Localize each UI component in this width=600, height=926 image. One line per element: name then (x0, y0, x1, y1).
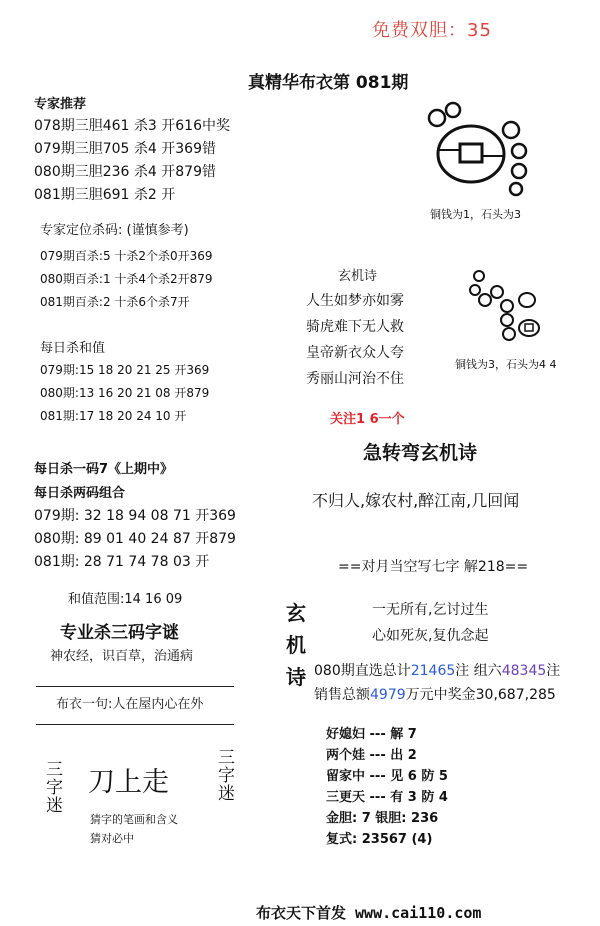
list-item: 079期三胆705 杀4 开369错 (34, 141, 216, 157)
position-kill-title: 专家定位杀码: (谨慎参考) (40, 223, 189, 238)
sales-label: 注 (546, 663, 561, 679)
list-item: 金胆: 7 银胆: 236 (326, 811, 439, 826)
decode-list (326, 726, 448, 852)
sales-label: 万元中奖金30,687,285 (405, 687, 556, 703)
list-item: 081期三胆691 杀2 开 (34, 187, 176, 203)
sales-direct-count: 21465 (410, 663, 456, 679)
issue-title: 真精华布衣第 081期 (248, 73, 409, 93)
list-item: 080期: 89 01 40 24 87 开879 (34, 531, 236, 547)
coin-caption-1: 铜钱为1，石头为3 (430, 208, 521, 221)
daily-kill-one: 每日杀一码7《上期中》 (34, 462, 174, 477)
daily-sum-title: 每日杀和值 (40, 341, 106, 356)
list-item: 080期百杀:1 十杀4个杀2开879 (40, 272, 213, 286)
sales-group-count: 48345 (501, 663, 547, 679)
coin-stone-drawing (415, 96, 540, 204)
sales-label: 080期直选总计 (314, 663, 411, 679)
list-item: 079期: 32 18 94 08 71 开369 (34, 508, 236, 524)
poem-line: 皇帝新衣众人夸 (306, 345, 404, 361)
coin-stone-drawing (465, 266, 555, 346)
poem-line: 骑虎难下无人救 (306, 319, 404, 335)
list-item: 079期:15 18 20 21 25 开369 (40, 363, 210, 377)
list-item: 079期百杀:5 十杀2个杀0开369 (40, 249, 213, 263)
list-item: 三更天 --- 有 3 防 4 (326, 790, 448, 805)
poem-lines (306, 290, 404, 394)
list-item: 两个娃 --- 出 2 (326, 748, 417, 763)
riddle-hint-1: 猜字的笔画和含义 (90, 813, 178, 826)
coin-caption-2: 铜钱为3，石头为4 4 (455, 358, 557, 371)
riddle-kill-text: 神农经，识百草，治通病 (50, 649, 194, 664)
poem-vertical-title: 玄机诗 (286, 601, 306, 689)
one-liner: 布衣一句:人在屋内心在外 (56, 697, 204, 712)
sales-label: 销售总额 (314, 687, 370, 703)
sharp-turn-title: 急转弯玄机诗 (363, 442, 478, 464)
list-item: 081期:17 18 20 24 10 开 (40, 409, 187, 423)
sum-range: 和值范围:14 16 09 (68, 592, 183, 607)
attention-note: 关注1 6一个 (330, 412, 405, 427)
divider (36, 686, 234, 687)
expert-list (34, 117, 230, 209)
riddle-side-label-right: 三字迷 (214, 748, 234, 802)
daily-kill-two: 每日杀两码组合 (34, 486, 126, 501)
poem-line: 秀丽山河治不住 (306, 371, 404, 387)
list-item: 081期: 28 71 74 78 03 开 (34, 554, 210, 570)
free-double-pick: 免费双胆：35 (372, 20, 492, 41)
poem-title: 玄机诗 (338, 269, 378, 284)
riddle-hint-2: 猜对必中 (90, 832, 134, 845)
sales-label: 注 组六 (455, 663, 502, 679)
list-item: 留家中 --- 见 6 防 5 (326, 769, 448, 784)
riddle-side-label-left: 三字迷 (42, 760, 62, 814)
list-item: 好媳妇 --- 解 7 (326, 727, 417, 742)
sales-line-1 (314, 660, 560, 680)
moon-riddle: ==对月当空写七字 解218== (338, 559, 529, 575)
list-item: 080期:13 16 20 21 08 开879 (40, 386, 210, 400)
list-item: 080期三胆236 杀4 开879错 (34, 164, 216, 180)
sales-line-2 (314, 684, 556, 704)
expert-section-title: 专家推荐 (34, 97, 87, 112)
daily-kill-list (34, 507, 236, 576)
list-item: 078期三胆461 杀3 开616中奖 (34, 118, 230, 134)
riddle-word: 刀上走 (88, 767, 169, 798)
sales-total: 4979 (370, 687, 406, 703)
sharp-turn-answers: 不归人,嫁农村,醉江南,几回闻 (312, 491, 520, 510)
riddle-kill-title: 专业杀三码字谜 (60, 623, 179, 643)
daily-sum-list (40, 362, 209, 431)
poem-line: 人生如梦亦如雾 (306, 293, 404, 309)
list-item: 复式: 23567 (4) (326, 832, 433, 847)
divider (36, 724, 234, 725)
position-kill-list (40, 248, 213, 317)
poem-side-line-2: 心如死灰,复仇念起 (372, 628, 489, 644)
poem-side-line-1: 一无所有,乞讨过生 (372, 602, 489, 618)
footer-source: 布衣天下首发 www.cai110.com (256, 904, 482, 922)
list-item: 081期百杀:2 十杀6个杀7开 (40, 295, 190, 309)
